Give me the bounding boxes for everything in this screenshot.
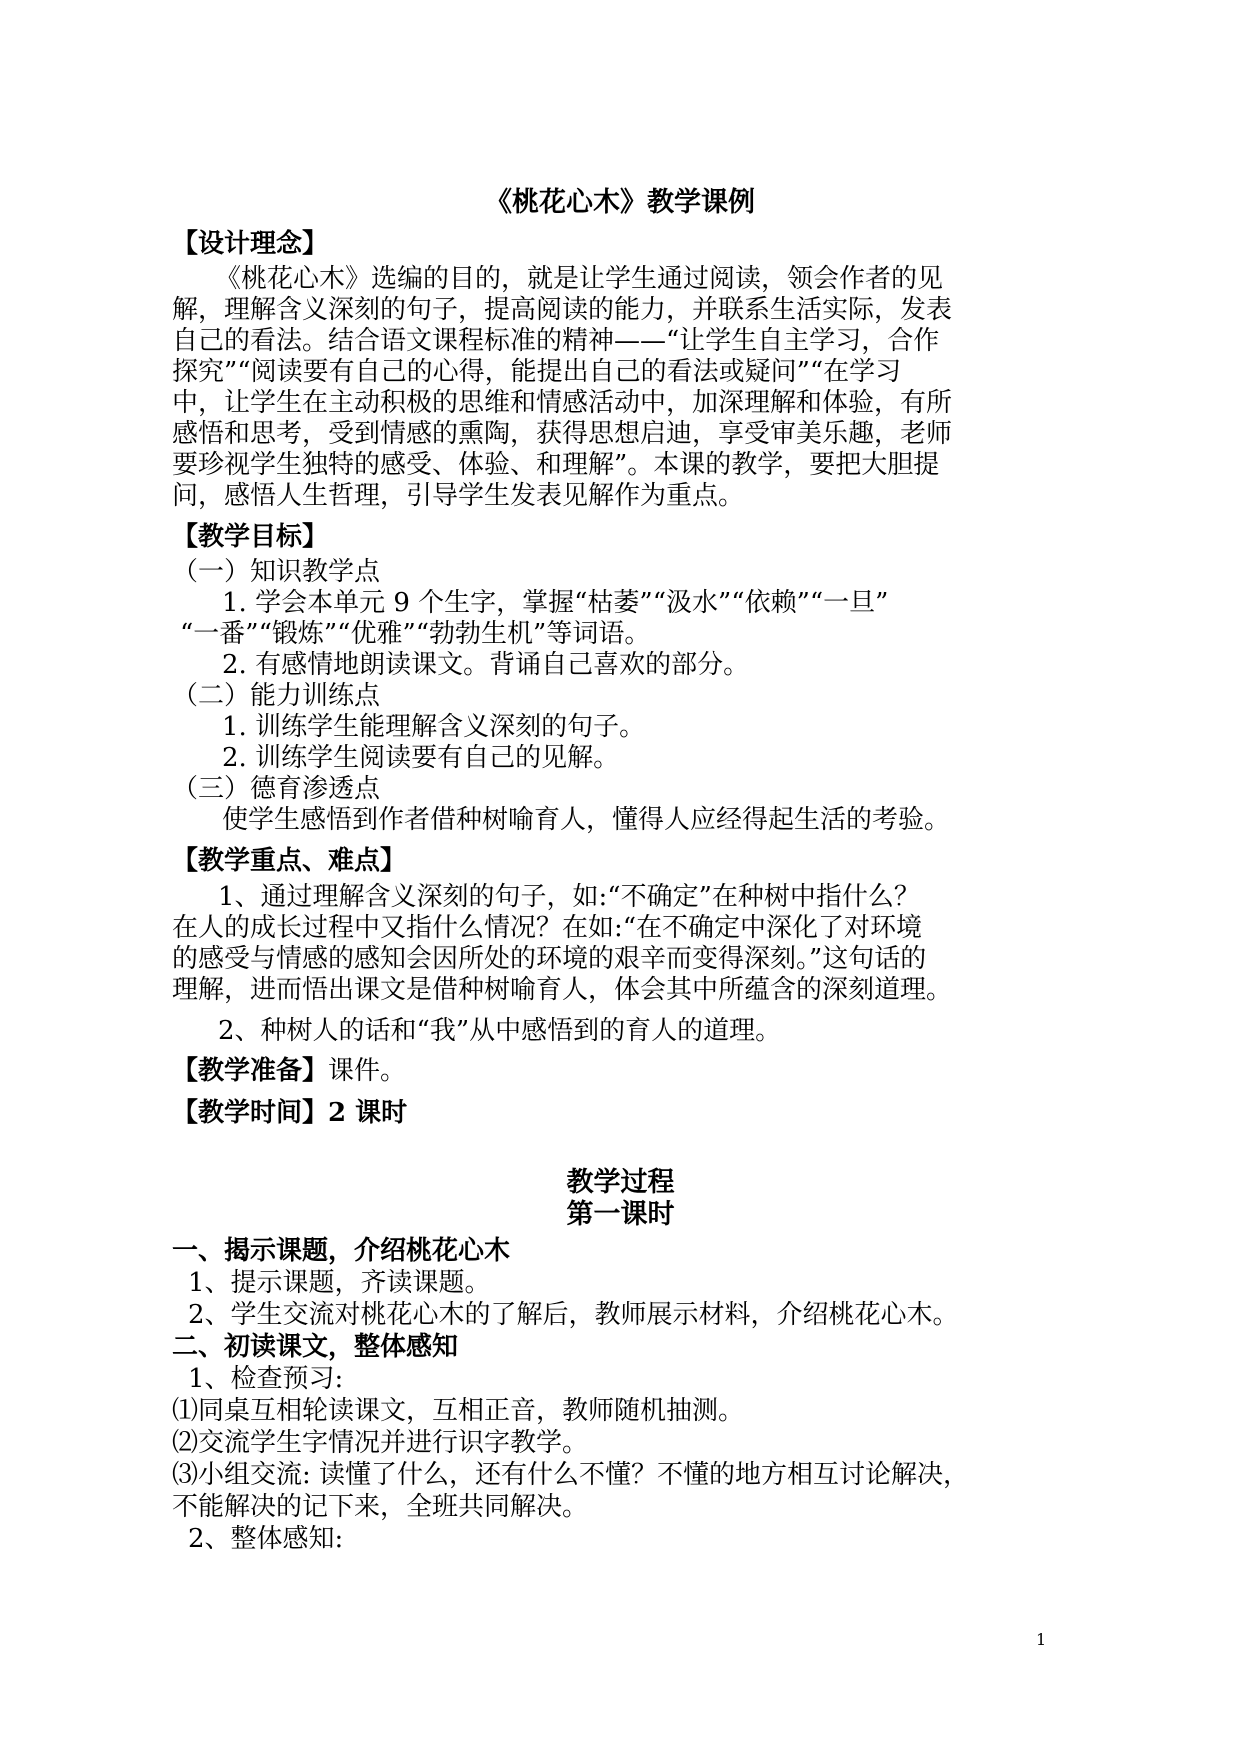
paragraph-line: 问，感悟人生哲理，引导学生发表见解作为重点。 [172, 481, 745, 511]
teaching-preparation [172, 1055, 406, 1087]
paragraph-line: 的感受与情感的感知会因所处的环境的艰辛而变得深刻。”这句话的 [172, 944, 927, 974]
paragraph-line: 在人的成长过程中又指什么情况？在如:“在不确定中深化了对环境 [172, 913, 923, 943]
list-item: 不能解决的记下来，全班共同解决。 [172, 1492, 589, 1522]
list-item: 1、检查预习: [188, 1364, 344, 1394]
section-heading-preparation: 【教学准备】 [172, 1056, 329, 1086]
section-heading-key-points: 【教学重点、难点】 [172, 846, 407, 876]
paragraph-line: 自己的看法。结合语文课程标准的精神——“让学生自主学习，合作 [172, 326, 940, 356]
time-text: 2 课时 [328, 1098, 408, 1128]
list-item: ⑴同桌互相轮读课文，互相正音，教师随机抽测。 [172, 1396, 745, 1426]
process-heading-1: 一、揭示课题，介绍桃花心木 [172, 1236, 511, 1266]
page-number: 1 [1036, 1630, 1047, 1649]
section-heading-teaching-goals: 【教学目标】 [172, 522, 329, 552]
paragraph-line: 探究”“阅读要有自己的心得，能提出自己的看法或疑问”“在学习 [172, 357, 902, 387]
paragraph-line: 《桃花心木》选编的目的，就是让学生通过阅读，领会作者的见 [215, 264, 944, 294]
paragraph-line: 2、种树人的话和“我”从中感悟到的育人的道理。 [218, 1016, 782, 1046]
list-item: ⑶小组交流: 读懂了什么，还有什么不懂？不懂的地方相互讨论解决， [172, 1460, 970, 1490]
paragraph-line: 理解，进而悟出课文是借种树喻育人，体会其中所蕴含的深刻道理。 [172, 975, 953, 1005]
list-item: ⑵交流学生字情况并进行识字教学。 [172, 1428, 589, 1458]
paragraph-line: 使学生感悟到作者借种树喻育人，懂得人应经得起生活的考验。 [222, 805, 951, 835]
preparation-text: 课件。 [328, 1056, 407, 1086]
list-item: 2、学生交流对桃花心木的了解后，教师展示材料，介绍桃花心木。 [188, 1300, 959, 1330]
paragraph-line: 解，理解含义深刻的句子，提高阅读的能力，并联系生活实际，发表 [172, 295, 953, 325]
subsection-title: （一）知识教学点 [172, 557, 381, 587]
paragraph-line: 感悟和思考，受到情感的熏陶，获得思想启迪，享受审美乐趣，老师 [172, 419, 953, 449]
section-heading-design-concept: 【设计理念】 [172, 229, 329, 259]
process-subtitle: 第一课时 [566, 1199, 675, 1230]
list-item: 2. 训练学生阅读要有自己的见解。 [222, 743, 620, 773]
teaching-time [172, 1097, 407, 1129]
list-item: 1. 学会本单元 9 个生字，掌握“枯萎”“汲水”“依赖”“一旦” [222, 588, 889, 618]
paragraph-line: 要珍视学生独特的感受、体验、和理解”。本课的教学，要把大胆提 [172, 450, 940, 480]
section-heading-time: 【教学时间】 [172, 1098, 329, 1128]
subsection-title: （二）能力训练点 [172, 681, 381, 711]
subsection-title: （三）德育渗透点 [172, 774, 381, 804]
paragraph-line: 中，让学生在主动积极的思维和情感活动中，加深理解和体验，有所 [172, 388, 953, 418]
list-item: 2、整体感知: [188, 1524, 344, 1554]
document-title: 《桃花心木》教学课例 [485, 187, 755, 218]
list-item: “一番”“锻炼”“优雅”“勃勃生机”等词语。 [180, 619, 651, 649]
paragraph-line: 1、通过理解含义深刻的句子，如:“不确定”在种树中指什么？ [218, 882, 920, 912]
list-item: 2. 有感情地朗读课文。背诵自己喜欢的部分。 [222, 650, 750, 680]
list-item: 1、提示课题，齐读课题。 [188, 1268, 491, 1298]
process-title: 教学过程 [566, 1167, 675, 1198]
process-heading-2: 二、初读课文，整体感知 [172, 1332, 459, 1362]
list-item: 1. 训练学生能理解含义深刻的句子。 [222, 712, 646, 742]
